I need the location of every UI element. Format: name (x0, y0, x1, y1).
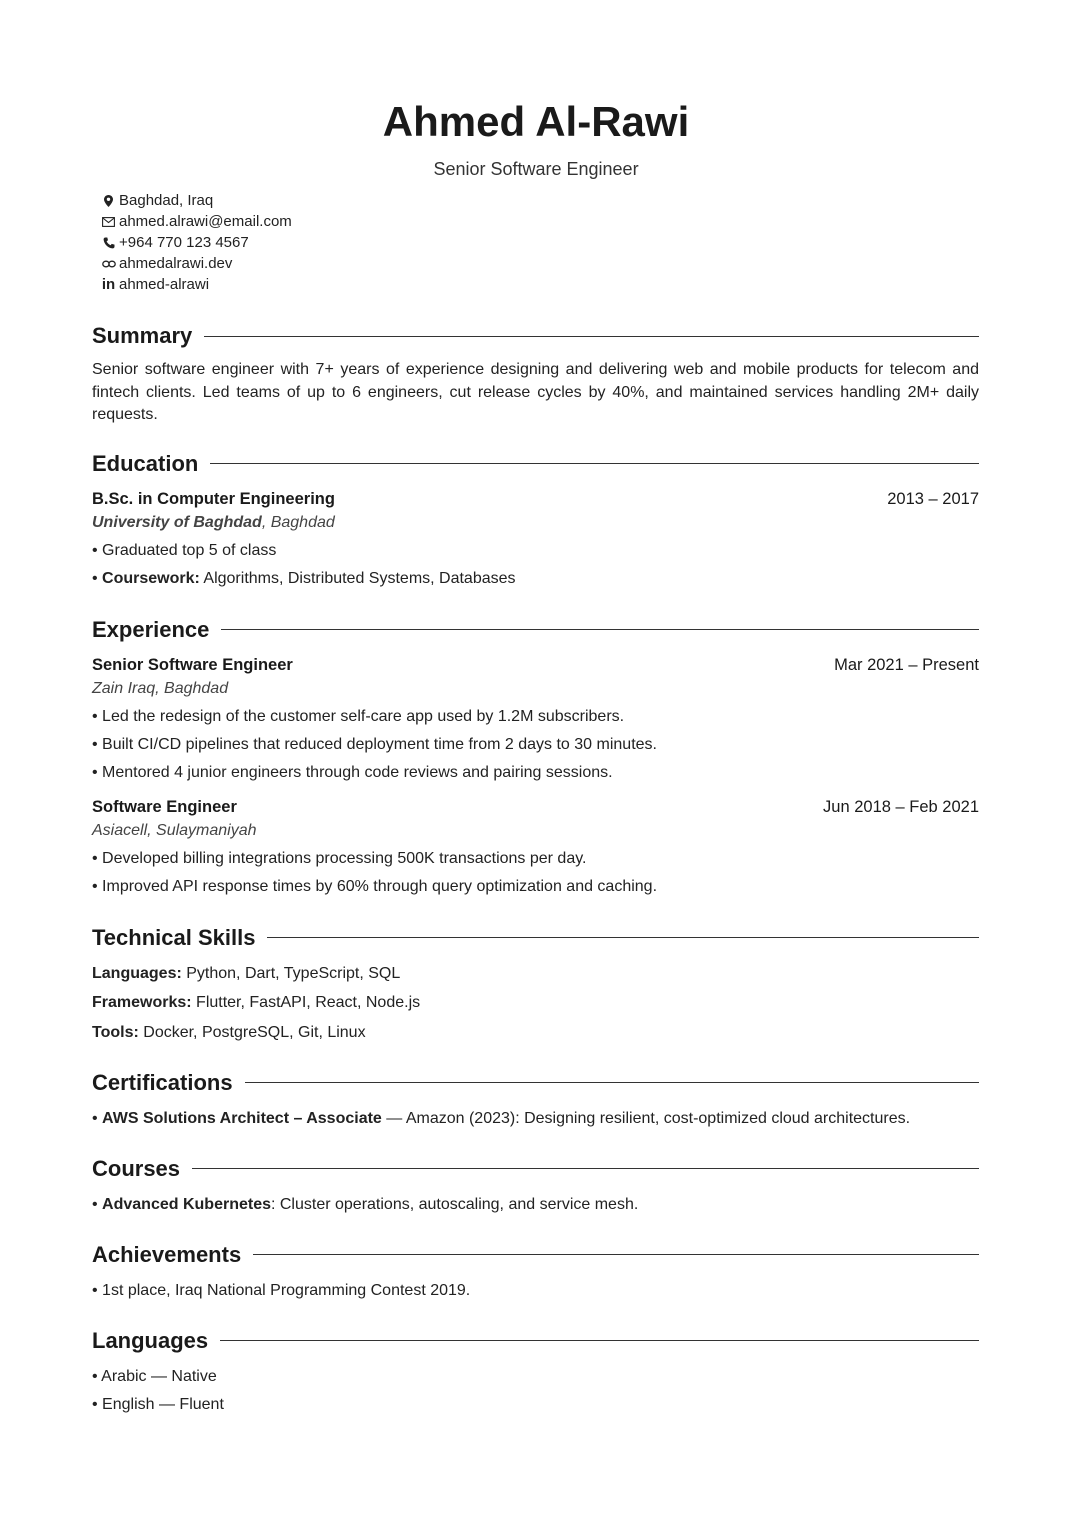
job-dates: Jun 2018 – Feb 2021 (823, 797, 979, 816)
linkedin-icon: in (101, 276, 116, 293)
certification-name: AWS Solutions Architect – Associate (102, 1109, 382, 1127)
summary-text: Senior software engineer with 7+ years of experience designing and delivering web and mobile products for telecom and fintech clients. Led teams of up to 6 engineers, cut release cycles by 40%, and maintained services handling 2M+ daily requests. (92, 361, 979, 423)
education-institution (92, 511, 979, 534)
course-detail: : Cluster operations, autoscaling, and service mesh. (270, 1195, 639, 1213)
education-heading (92, 448, 979, 480)
skill-label: Tools: (92, 1023, 139, 1041)
section-divider (267, 937, 979, 938)
phone-icon (101, 237, 116, 249)
section-title: Certifications (92, 1069, 233, 1095)
section-divider (221, 629, 979, 630)
contact-website[interactable] (101, 253, 292, 274)
education-bullet: • Graduated top 5 of class (92, 541, 277, 559)
resume-header (0, 96, 1072, 181)
languages-heading (92, 1325, 979, 1357)
section-title: Experience (92, 616, 210, 642)
location-text: Baghdad, Iraq (119, 192, 214, 209)
section-title: Summary (92, 323, 193, 348)
section-divider (253, 1254, 979, 1255)
resume-body (92, 320, 979, 1416)
link-icon (101, 260, 116, 268)
courses-heading (92, 1153, 979, 1185)
course-item: • Advanced Kubernetes: Cluster operations, autoscaling, and service mesh. (92, 1195, 639, 1213)
job-header (92, 654, 979, 677)
skill-row (92, 991, 979, 1014)
achievement-item: • 1st place, Iraq National Programming Contest 2019. (92, 1281, 471, 1299)
certification-detail: — Amazon (2023): Designing resilient, cost-optimized cloud architectures. (381, 1109, 911, 1127)
skills-heading (92, 922, 979, 954)
job-bullet: • Developed billing integrations processing 500K transactions per day. (92, 849, 587, 867)
section-title: Languages (92, 1327, 209, 1353)
degree-title: B.Sc. in Computer Engineering (92, 489, 335, 508)
job-company: Zain Iraq, Baghdad (92, 679, 229, 697)
course-name: Advanced Kubernetes (102, 1195, 271, 1213)
section-title: Education (92, 450, 199, 476)
section-divider (220, 1340, 979, 1341)
job-bullet: • Built CI/CD pipelines that reduced deployment time from 2 days to 30 minutes. (92, 735, 657, 753)
certification-item: • AWS Solutions Architect – Associate — Amazon (2023): Designing resilient, cost-optimized cloud architectures. (92, 1109, 911, 1127)
job-bullet: • Improved API response times by 60% through query optimization and caching. (92, 877, 658, 895)
section-divider (192, 1168, 979, 1169)
experience-heading (92, 614, 979, 646)
section-divider (204, 336, 979, 337)
section-divider (210, 463, 979, 464)
job-bullet: • Led the redesign of the customer self-care app used by 1.2M subscribers. (92, 707, 625, 725)
section-title: Technical Skills (92, 924, 256, 950)
section-title: Courses (92, 1155, 181, 1181)
skill-row (92, 1021, 979, 1044)
contact-email[interactable] (101, 211, 292, 232)
job-company: Asiacell, Sulaymaniyah (92, 821, 257, 839)
email-text[interactable]: ahmed.alrawi@email.com (119, 213, 292, 230)
coursework-label: Coursework: (102, 569, 200, 587)
skill-values: Flutter, FastAPI, React, Node.js (191, 994, 421, 1011)
candidate-name: Ahmed Al-Rawi (382, 98, 690, 145)
summary-heading (92, 320, 979, 352)
language-item: • English — Fluent (92, 1395, 224, 1413)
skill-label: Languages: (92, 964, 182, 982)
contact-phone[interactable] (101, 232, 292, 253)
skill-row (92, 962, 979, 985)
section-divider (245, 1082, 979, 1083)
contact-linkedin[interactable] (101, 274, 292, 295)
job-title: Software Engineer (92, 797, 237, 816)
coursework-text: Algorithms, Distributed Systems, Databases (199, 569, 516, 587)
education-coursework: • Coursework: Algorithms, Distributed Systems, Databases (92, 569, 516, 587)
achievements-heading (92, 1239, 979, 1271)
candidate-title: Senior Software Engineer (433, 159, 639, 179)
phone-text[interactable]: +964 770 123 4567 (119, 234, 249, 251)
linkedin-text[interactable]: ahmed-alrawi (119, 276, 210, 293)
school-name: University of Baghdad (92, 513, 262, 531)
contact-block (101, 190, 292, 295)
website-text[interactable]: ahmedalrawi.dev (119, 255, 233, 272)
certifications-heading (92, 1067, 979, 1099)
map-pin-icon (101, 195, 116, 207)
education-entry-header (92, 488, 979, 511)
school-location: , Baghdad (261, 513, 335, 531)
language-item: • Arabic — Native (92, 1367, 217, 1385)
contact-location (101, 190, 292, 211)
skill-label: Frameworks: (92, 994, 192, 1011)
section-title: Achievements (92, 1241, 242, 1267)
job-dates: Mar 2021 – Present (834, 655, 979, 674)
job-title: Senior Software Engineer (92, 655, 293, 674)
skill-values: Docker, PostgreSQL, Git, Linux (138, 1023, 366, 1041)
job-header (92, 796, 979, 819)
envelope-icon (101, 217, 116, 227)
skill-values: Python, Dart, TypeScript, SQL (181, 964, 401, 982)
education-dates: 2013 – 2017 (887, 489, 979, 508)
job-bullet: • Mentored 4 junior engineers through code reviews and pairing sessions. (92, 763, 613, 781)
